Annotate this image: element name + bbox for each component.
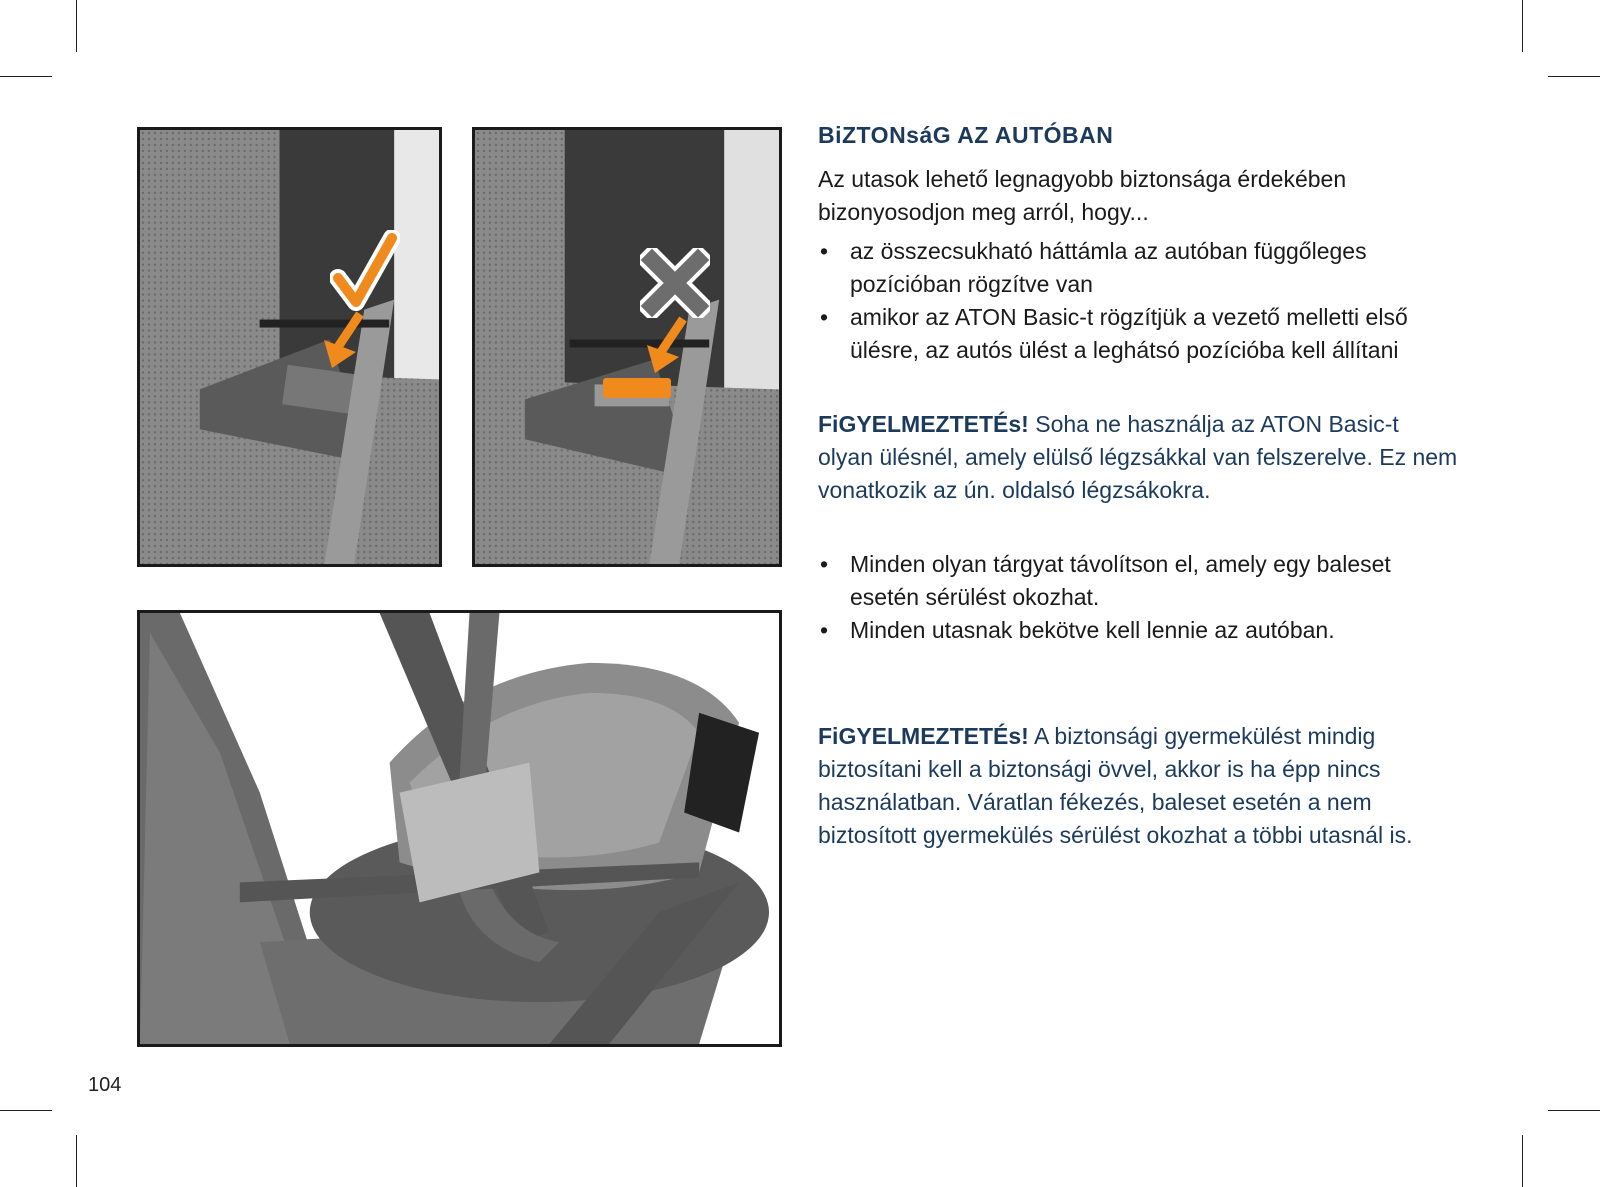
warning-text: Soha ne használja az ATON Basic-t olyan ülésnél, amely elülső légzsákkal van felszerelve. Ez nem vonatkozik az ún. oldalsó légzsákokra.	[818, 411, 1458, 503]
warning-text: A biztonsági gyermekülést mindig biztosítani kell a biztonsági övvel, akkor is ha épp nincs használatban. Váratlan fékezés, baleset esetén a nem biztosított gyermekülés sérülést okozhat a többi utasnál is.	[818, 723, 1413, 848]
arrow-icon	[320, 310, 370, 370]
requirements-list	[818, 235, 1458, 367]
list-item: • az összecsukható háttámla az autóban függőleges pozícióban rögzítve van	[818, 235, 1458, 301]
intro-text: Az utasok lehető legnagyobb biztonsága érdekében bizonyosodjon meg arról, hogy...	[818, 166, 1347, 225]
check-icon	[330, 230, 400, 320]
page-number: 104	[88, 1074, 122, 1096]
additional-list-block	[818, 548, 1458, 647]
crop-mark	[0, 1110, 52, 1111]
crop-mark	[0, 76, 52, 77]
crop-mark	[76, 1135, 77, 1187]
additional-list	[818, 548, 1458, 647]
warning-belt	[818, 720, 1458, 852]
warning-label: FiGYELMEZTETÉs!	[818, 411, 1029, 437]
list-item: • Minden olyan tárgyat távolítson el, amely egy baleset esetén sérülést okozhat.	[818, 548, 1458, 614]
orange-marker	[603, 378, 671, 398]
section-title: BiZTONsáG AZ AUTÓBAN	[818, 122, 1114, 148]
crop-mark	[1548, 76, 1600, 77]
crop-mark	[1522, 0, 1523, 52]
crop-mark	[1522, 1135, 1523, 1187]
photo-infant-carrier	[137, 610, 782, 1047]
warning-airbag	[818, 408, 1458, 507]
cross-icon	[640, 248, 710, 318]
crop-mark	[76, 0, 77, 52]
arrow-icon	[643, 315, 693, 375]
safety-section	[818, 122, 1458, 367]
photo-seat-correct	[137, 127, 442, 567]
list-item: • amikor az ATON Basic-t rögzítjük a vezető melletti első ülésre, az autós ülést a leghátsó pozícióba kell állítani	[818, 301, 1458, 367]
list-item: • Minden utasnak bekötve kell lennie az autóban.	[818, 614, 1458, 647]
warning-label: FiGYELMEZTETÉs!	[818, 723, 1029, 749]
crop-mark	[1548, 1110, 1600, 1111]
photo-seat-incorrect	[472, 127, 782, 567]
